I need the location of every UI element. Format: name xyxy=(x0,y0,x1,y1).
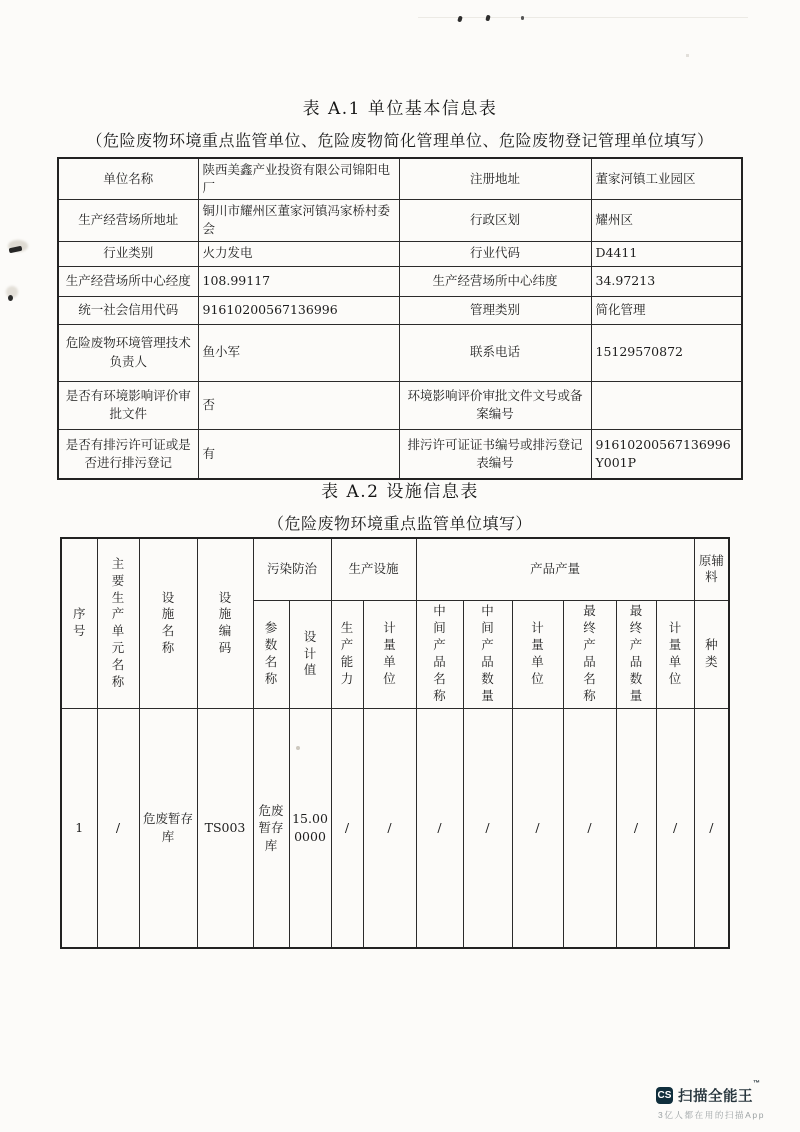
field-value: 董家河镇工业园区 xyxy=(591,158,742,200)
column-header-label: 中间产品名称 xyxy=(433,603,446,703)
scan-speck xyxy=(485,15,490,22)
field-label: 是否有排污许可证或是否进行排污登记 xyxy=(58,429,198,479)
cell-unit: / xyxy=(363,708,416,948)
field-value: 否 xyxy=(198,381,399,429)
field-value: 有 xyxy=(198,429,399,479)
trademark-symbol: ™ xyxy=(753,1080,761,1087)
cell-intermediate-product-qty: / xyxy=(463,708,512,948)
table-row xyxy=(58,158,742,200)
group-header: 污染防治 xyxy=(253,538,331,600)
column-header-label: 种类 xyxy=(705,637,718,669)
field-value: 陕西美鑫产业投资有限公司锦阳电厂 xyxy=(198,158,399,200)
column-header xyxy=(463,600,512,708)
table-row xyxy=(61,708,729,948)
column-header xyxy=(253,600,289,708)
field-label: 行业类别 xyxy=(58,241,198,266)
field-value: 91610200567136996Y001P xyxy=(591,429,742,479)
column-header-label: 计量单位 xyxy=(531,620,544,686)
column-header xyxy=(694,600,729,708)
group-header: 生产设施 xyxy=(331,538,416,600)
column-header xyxy=(331,600,363,708)
column-header xyxy=(563,600,616,708)
table-a2-title: 表 A.2 设施信息表 xyxy=(321,482,479,502)
table-row xyxy=(58,296,742,324)
table-row xyxy=(58,241,742,266)
field-label: 生产经营场所中心纬度 xyxy=(399,266,591,296)
cell-final-product-qty: / xyxy=(616,708,656,948)
table-row xyxy=(58,324,742,381)
header-group-row xyxy=(61,538,729,600)
table-row xyxy=(58,266,742,296)
field-label: 生产经营场所地址 xyxy=(58,200,198,241)
column-header xyxy=(512,600,563,708)
column-header-label: 中间产品数量 xyxy=(481,603,494,703)
camscanner-logo-row xyxy=(656,1080,796,1106)
column-header-label: 计量单位 xyxy=(668,620,682,686)
column-header-label: 最终产品数量 xyxy=(629,603,643,703)
column-header xyxy=(616,600,656,708)
column-header-label: 序号 xyxy=(72,606,86,639)
field-value: 简化管理 xyxy=(591,296,742,324)
field-label: 环境影响评价审批文件文号或备案编号 xyxy=(399,381,591,429)
table-row xyxy=(58,429,742,479)
column-header xyxy=(97,538,139,708)
camscanner-brand-text xyxy=(678,1080,761,1106)
field-label: 管理类别 xyxy=(399,296,591,324)
cell-design-value: 15.000000 xyxy=(289,708,331,948)
column-header-label: 最终产品名称 xyxy=(583,603,596,703)
field-label: 行政区划 xyxy=(399,200,591,241)
table-row xyxy=(58,200,742,241)
cell-unit: / xyxy=(656,708,694,948)
field-value: 108.99117 xyxy=(198,266,399,296)
column-header xyxy=(139,538,197,708)
scan-speck xyxy=(521,16,524,20)
field-value: D4411 xyxy=(591,241,742,266)
camscanner-tagline: 3亿人都在用的扫描App xyxy=(658,1110,766,1120)
field-value: 铜川市耀州区董家河镇冯家桥村委会 xyxy=(198,200,399,241)
group-header: 原辅料 xyxy=(694,538,729,600)
cell-final-product-name: / xyxy=(563,708,616,948)
table-a1-title: 表 A.1 单位基本信息表 xyxy=(302,99,498,119)
field-label: 危险废物环境管理技术负责人 xyxy=(58,324,198,381)
scan-smudge xyxy=(8,240,28,252)
column-header-label: 设施名称 xyxy=(161,589,175,656)
field-value: 15129570872 xyxy=(591,324,742,381)
field-value: 耀州区 xyxy=(591,200,742,241)
cell-production-capacity: / xyxy=(331,708,363,948)
field-value: 火力发电 xyxy=(198,241,399,266)
pen-mark xyxy=(8,295,13,301)
column-header xyxy=(656,600,694,708)
column-header xyxy=(416,600,463,708)
table-a2-subtitle: （危险废物环境重点监管单位填写） xyxy=(267,514,532,533)
column-header-label: 主要生产单元名称 xyxy=(111,555,125,689)
camscanner-cs-icon: CS xyxy=(656,1087,673,1104)
field-value: 91610200567136996 xyxy=(198,296,399,324)
column-header-label: 设计值 xyxy=(303,628,317,678)
pen-mark xyxy=(9,246,23,254)
column-header-label: 参数名称 xyxy=(264,620,278,686)
table-row xyxy=(58,381,742,429)
field-value: 34.97213 xyxy=(591,266,742,296)
field-label: 排污许可证证书编号或排污登记表编号 xyxy=(399,429,591,479)
cell-intermediate-product-name: / xyxy=(416,708,463,948)
cell-serial-number: 1 xyxy=(61,708,97,948)
field-value xyxy=(591,381,742,429)
column-header-label: 设施编码 xyxy=(218,589,232,656)
scan-smudge xyxy=(6,286,18,298)
column-header xyxy=(289,600,331,708)
facility-info-table xyxy=(60,537,730,949)
field-label: 注册地址 xyxy=(399,158,591,200)
field-label: 单位名称 xyxy=(58,158,198,200)
group-header: 产品产量 xyxy=(416,538,694,600)
scan-edge-line xyxy=(418,17,748,18)
field-value: 鱼小军 xyxy=(198,324,399,381)
unit-basic-info-table xyxy=(57,157,743,480)
field-label: 是否有环境影响评价审批文件 xyxy=(58,381,198,429)
brand-name: 扫描全能王 xyxy=(678,1089,753,1105)
scan-speck xyxy=(457,16,463,23)
field-label: 行业代码 xyxy=(399,241,591,266)
column-header-label: 生产能力 xyxy=(340,620,354,686)
column-header xyxy=(363,600,416,708)
column-header xyxy=(197,538,253,708)
field-label: 生产经营场所中心经度 xyxy=(58,266,198,296)
table-a1-subtitle: （危险废物环境重点监管单位、危险废物简化管理单位、危险废物登记管理单位填写） xyxy=(86,131,714,150)
cell-unit: / xyxy=(512,708,563,948)
field-label: 统一社会信用代码 xyxy=(58,296,198,324)
cell-parameter-name: 危废暂存库 xyxy=(253,708,289,948)
cell-raw-material-type: / xyxy=(694,708,729,948)
cell-facility-name: 危废暂存库 xyxy=(139,708,197,948)
camscanner-watermark xyxy=(656,1080,796,1121)
scan-speck xyxy=(686,54,689,57)
column-header-label: 计量单位 xyxy=(383,620,396,686)
field-label: 联系电话 xyxy=(399,324,591,381)
cell-production-unit: / xyxy=(97,708,139,948)
cell-facility-code: TS003 xyxy=(197,708,253,948)
column-header xyxy=(61,538,97,708)
